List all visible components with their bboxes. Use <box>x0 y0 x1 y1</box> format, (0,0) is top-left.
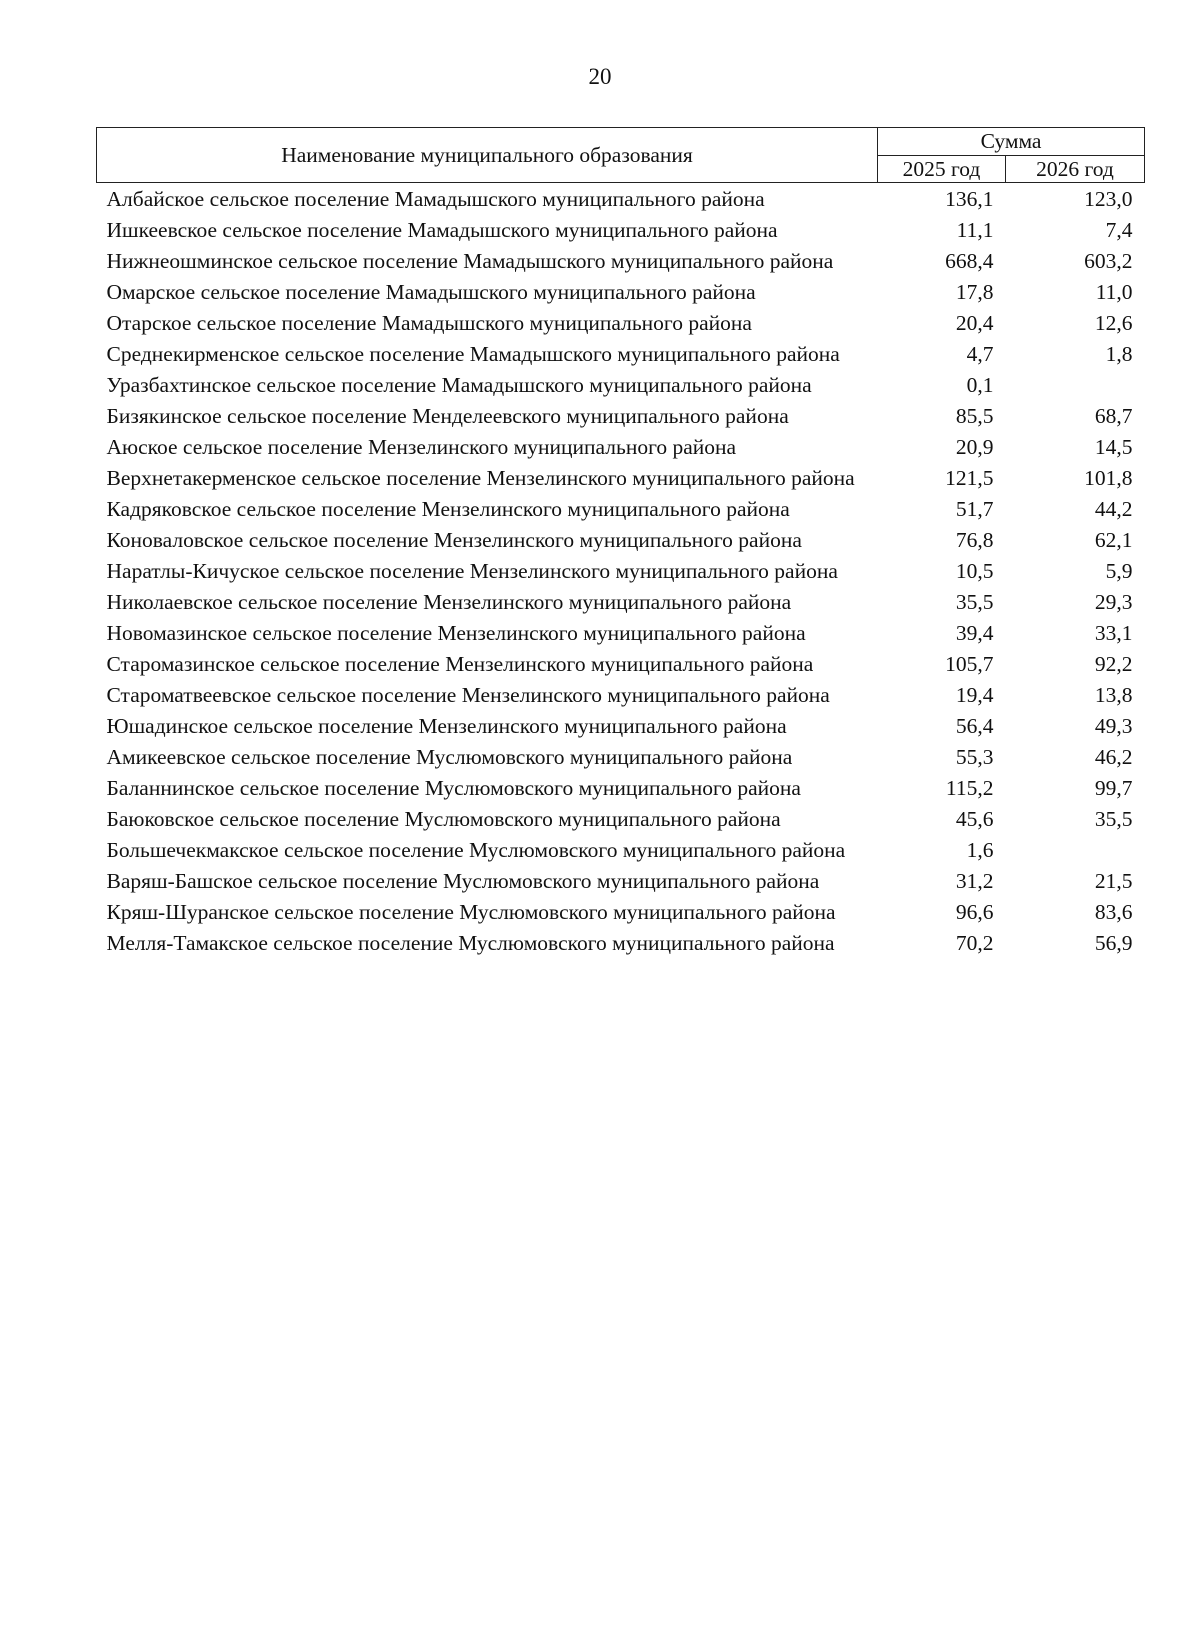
amount-2026: 35,5 <box>1094 807 1133 831</box>
municipality-name: Наратлы-Кичуское сельское поселение Мензелинского муниципального района <box>106 559 838 583</box>
amount-2025: 20,4 <box>955 311 994 335</box>
table-row <box>97 679 1145 710</box>
table-row <box>97 400 1145 431</box>
table-row <box>97 338 1145 369</box>
amount-2025: 10,5 <box>955 559 994 583</box>
header-year-2026: 2026 год <box>1006 155 1145 183</box>
amount-2025: 55,3 <box>955 745 994 769</box>
amount-2025: 70,2 <box>955 931 994 955</box>
table-row <box>97 214 1145 245</box>
amount-2026: 92,2 <box>1094 652 1133 676</box>
amount-2026: 29,3 <box>1094 590 1133 614</box>
amount-2026: 603,2 <box>1084 249 1133 273</box>
municipality-name: Николаевское сельское поселение Мензелинского муниципального района <box>106 590 792 614</box>
amount-2026: 99,7 <box>1094 776 1133 800</box>
amount-2026: 14,5 <box>1094 435 1133 459</box>
page-number: 20 <box>588 64 612 89</box>
amount-2026: 33,1 <box>1094 621 1133 645</box>
amount-2026: 56,9 <box>1094 931 1133 955</box>
amount-2026: 83,6 <box>1094 900 1133 924</box>
amount-2026: 46,2 <box>1094 745 1133 769</box>
table-row <box>97 307 1145 338</box>
amount-2025: 45,6 <box>955 807 994 831</box>
header-sum: Сумма <box>878 128 1145 156</box>
municipality-name: Варяш-Башское сельское поселение Муслюмовского муниципального района <box>106 869 820 893</box>
amount-2025: 1,6 <box>966 838 994 862</box>
municipality-name: Старомазинское сельское поселение Мензелинского муниципального района <box>106 652 814 676</box>
municipality-name: Коноваловское сельское поселение Мензелинского муниципального района <box>106 528 802 552</box>
table-row <box>97 183 1145 215</box>
amount-2025: 121,5 <box>945 466 994 490</box>
amount-2026: 62,1 <box>1094 528 1133 552</box>
amount-2026: 49,3 <box>1094 714 1133 738</box>
municipality-name: Кадряковское сельское поселение Мензелинского муниципального района <box>106 497 790 521</box>
amount-2026: 101,8 <box>1084 466 1133 490</box>
table-body <box>97 183 1145 959</box>
table-row <box>97 431 1145 462</box>
amount-2026: 44,2 <box>1094 497 1133 521</box>
amount-2026 <box>1006 834 1145 865</box>
amount-2026: 1,8 <box>1105 342 1133 366</box>
amount-2025: 96,6 <box>955 900 994 924</box>
amount-2025: 56,4 <box>955 714 994 738</box>
amount-2025: 17,8 <box>955 280 994 304</box>
municipality-name: Ишкеевское сельское поселение Мамадышского муниципального района <box>106 218 778 242</box>
municipality-name: Новомазинское сельское поселение Мензелинского муниципального района <box>106 621 806 645</box>
amount-2025: 668,4 <box>945 249 994 273</box>
amount-2025: 31,2 <box>955 869 994 893</box>
municipality-name: Омарское сельское поселение Мамадышского муниципального района <box>106 280 756 304</box>
table-row <box>97 865 1145 896</box>
municipality-name: Верхнетакерменское сельское поселение Мензелинского муниципального района <box>106 466 855 490</box>
table-row <box>97 741 1145 772</box>
table-row <box>97 276 1145 307</box>
table-row <box>97 369 1145 400</box>
amount-2026: 123,0 <box>1084 187 1133 211</box>
municipality-name: Среднекирменское сельское поселение Мамадышского муниципального района <box>106 342 840 366</box>
amount-2025: 76,8 <box>955 528 994 552</box>
table-row <box>97 834 1145 865</box>
municipality-name: Отарское сельское поселение Мамадышского муниципального района <box>106 311 752 335</box>
municipality-name: Уразбахтинское сельское поселение Мамадышского муниципального района <box>106 373 812 397</box>
municipality-name: Бизякинское сельское поселение Менделеевского муниципального района <box>106 404 789 428</box>
amount-2026: 5,9 <box>1105 559 1133 583</box>
header-year-2025: 2025 год <box>878 155 1006 183</box>
amount-2025: 20,9 <box>955 435 994 459</box>
amount-2025: 0,1 <box>966 373 994 397</box>
table-row <box>97 586 1145 617</box>
amount-2026: 11,0 <box>1095 280 1133 304</box>
amount-2025: 136,1 <box>945 187 994 211</box>
amount-2026: 13,8 <box>1094 683 1133 707</box>
municipality-name: Мелля-Тамакское сельское поселение Муслюмовского муниципального района <box>106 931 835 955</box>
amount-2025: 51,7 <box>955 497 994 521</box>
amount-2025: 105,7 <box>945 652 994 676</box>
municipality-name: Баюковское сельское поселение Муслюмовского муниципального района <box>106 807 781 831</box>
table-row <box>97 927 1145 958</box>
municipality-name: Аюское сельское поселение Мензелинского муниципального района <box>106 435 737 459</box>
table-row <box>97 617 1145 648</box>
table-header <box>97 128 1145 183</box>
table-row <box>97 524 1145 555</box>
municipality-name: Староматвеевское сельское поселение Мензелинского муниципального района <box>106 683 830 707</box>
amount-2026: 7,4 <box>1105 218 1133 242</box>
municipality-name: Нижнеошминское сельское поселение Мамадышского муниципального района <box>106 249 834 273</box>
amount-2026: 68,7 <box>1094 404 1133 428</box>
municipality-name: Албайское сельское поселение Мамадышского муниципального района <box>106 187 765 211</box>
amount-2025: 35,5 <box>955 590 994 614</box>
header-name: Наименование муниципального образования <box>97 128 878 183</box>
table-row <box>97 710 1145 741</box>
amount-2025: 85,5 <box>955 404 994 428</box>
table-row <box>97 245 1145 276</box>
table-row <box>97 648 1145 679</box>
budget-table <box>96 127 1145 958</box>
municipality-name: Юшадинское сельское поселение Мензелинского муниципального района <box>106 714 787 738</box>
table-row <box>97 555 1145 586</box>
amount-2026: 21,5 <box>1094 869 1133 893</box>
amount-2025: 4,7 <box>966 342 994 366</box>
amount-2026 <box>1006 369 1145 400</box>
amount-2025: 11,1 <box>956 218 994 242</box>
amount-2025: 19,4 <box>955 683 994 707</box>
amount-2025: 115,2 <box>945 776 994 800</box>
amount-2025: 39,4 <box>955 621 994 645</box>
table-row <box>97 462 1145 493</box>
municipality-name: Кряш-Шуранское сельское поселение Муслюмовского муниципального района <box>106 900 836 924</box>
table-row <box>97 772 1145 803</box>
municipality-name: Амикеевское сельское поселение Муслюмовского муниципального района <box>106 745 793 769</box>
municipality-name: Большечекмакское сельское поселение Муслюмовского муниципального района <box>106 838 846 862</box>
amount-2026: 12,6 <box>1094 311 1133 335</box>
table-row <box>97 493 1145 524</box>
table-row <box>97 896 1145 927</box>
municipality-name: Баланнинское сельское поселение Муслюмовского муниципального района <box>106 776 801 800</box>
table-row <box>97 803 1145 834</box>
